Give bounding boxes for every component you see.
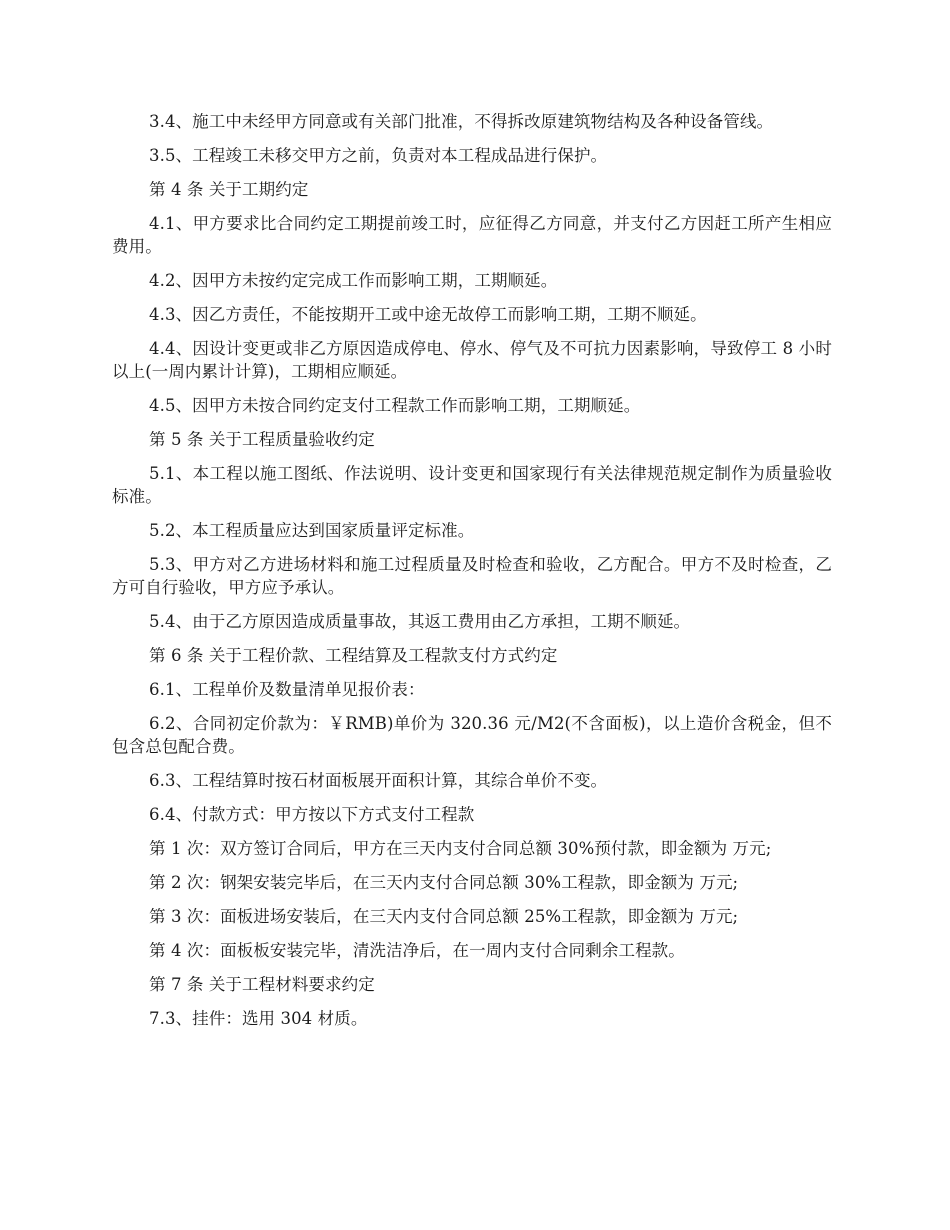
- clause-6-1: 6.1、工程单价及数量清单见报价表：: [149, 680, 425, 699]
- clause-4-2: 4.2、因甲方未按约定完成工作而影响工期，工期顺延。: [149, 271, 558, 290]
- article-4-heading: 第 4 条 关于工期约定: [149, 180, 309, 199]
- clause-5-4: 5.4、由于乙方原因造成质量事故，其返工费用由乙方承担，工期不顺延。: [149, 612, 691, 631]
- payment-installment-4: 第 4 次：面板板安装完毕，清洗洁净后，在一周内支付合同剩余工程款。: [149, 941, 685, 960]
- clause-7-3: 7.3、挂件：选用 304 材质。: [149, 1009, 368, 1028]
- payment-installment-1: 第 1 次：双方签订合同后，甲方在三天内支付合同总额 30%预付款，即金额为 万元;: [149, 839, 772, 858]
- clause-4-4: 4.4、因设计变更或非乙方原因造成停电、停水、停气及不可抗力因素影响，导致停工 8 小时以上(一周内累计计算)，工期相应顺延。: [112, 339, 832, 381]
- article-5-heading: 第 5 条 关于工程质量验收约定: [149, 430, 375, 449]
- clause-4-3: 4.3、因乙方责任，不能按期开工或中途无故停工而影响工期，工期不顺延。: [149, 305, 707, 324]
- article-6-heading: 第 6 条 关于工程价款、工程结算及工程款支付方式约定: [149, 646, 558, 665]
- article-7-heading: 第 7 条 关于工程材料要求约定: [149, 975, 375, 994]
- clause-6-4: 6.4、付款方式：甲方按以下方式支付工程款: [149, 805, 475, 824]
- clause-4-5: 4.5、因甲方未按合同约定支付工程款工作而影响工期，工期顺延。: [149, 396, 641, 415]
- clause-6-2: 6.2、合同初定价款为：￥RMB)单价为 320.36 元/M2(不含面板)，以上造价含税金，但不包含总包配合费。: [112, 714, 832, 756]
- document-page: [112, 110, 832, 1041]
- payment-installment-2: 第 2 次：钢架安装完毕后，在三天内支付合同总额 30%工程款，即金额为 万元;: [149, 873, 739, 892]
- clause-6-3: 6.3、工程结算时按石材面板展开面积计算，其综合单价不变。: [149, 771, 608, 790]
- clause-3-4: 3.4、施工中未经甲方同意或有关部门批准，不得拆改原建筑物结构及各种设备管线。: [149, 112, 774, 131]
- clause-5-3: 5.3、甲方对乙方进场材料和施工过程质量及时检查和验收，乙方配合。甲方不及时检查，乙方可自行验收，甲方应予承认。: [112, 555, 832, 597]
- clause-5-2: 5.2、本工程质量应达到国家质量评定标准。: [149, 521, 475, 540]
- clause-5-1: 5.1、本工程以施工图纸、作法说明、设计变更和国家现行有关法律规范规定制作为质量验收标准。: [112, 464, 832, 506]
- payment-installment-3: 第 3 次：面板进场安装后，在三天内支付合同总额 25%工程款，即金额为 万元;: [149, 907, 739, 926]
- clause-4-1: 4.1、甲方要求比合同约定工期提前竣工时，应征得乙方同意，并支付乙方因赶工所产生相应费用。: [112, 214, 832, 256]
- clause-3-5: 3.5、工程竣工未移交甲方之前，负责对本工程成品进行保护。: [149, 146, 608, 165]
